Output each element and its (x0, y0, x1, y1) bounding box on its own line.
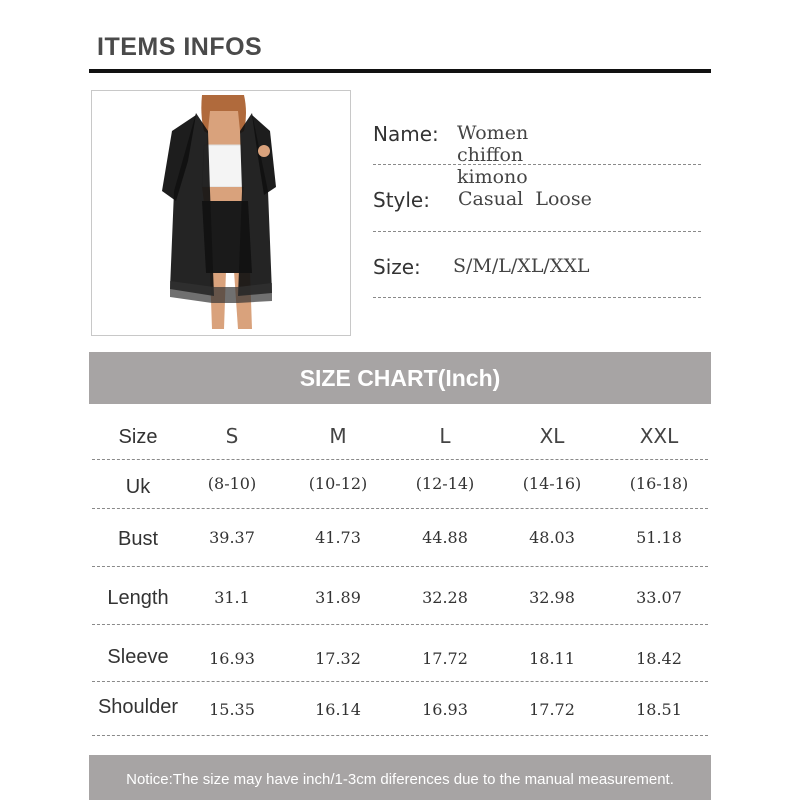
table-divider (92, 681, 708, 682)
table-divider (92, 735, 708, 736)
table-cell: 31.89 (315, 588, 361, 607)
table-cell: 16.93 (209, 649, 255, 668)
table-cell: 17.72 (529, 700, 575, 719)
table-cell: 48.03 (529, 528, 575, 547)
table-cell: 39.37 (209, 528, 255, 547)
name-row (373, 122, 703, 188)
info-divider (373, 297, 701, 298)
row-label-shoulder: Shoulder (97, 696, 179, 718)
table-cell: 33.07 (636, 588, 682, 607)
style-value: Casual Loose (458, 188, 592, 210)
table-divider (92, 459, 708, 460)
table-cell: 44.88 (422, 528, 468, 547)
row-label-uk: Uk (125, 476, 151, 498)
name-label: Name: (373, 122, 439, 146)
size-value: S/M/L/XL/XXL (453, 255, 590, 277)
table-cell: 16.93 (422, 700, 468, 719)
size-col-header: S (225, 424, 239, 448)
table-cell: 31.1 (214, 588, 250, 607)
size-row (373, 255, 703, 279)
info-divider (373, 231, 701, 232)
row-label-length: Length (107, 587, 169, 609)
name-value: Women chiffon kimono (457, 122, 529, 188)
size-label: Size: (373, 255, 421, 279)
table-cell: 17.32 (315, 649, 361, 668)
page-title: ITEMS INFOS (97, 33, 263, 61)
table-cell: (14-16) (522, 474, 582, 493)
table-cell: 32.28 (422, 588, 468, 607)
table-cell: 18.42 (636, 649, 682, 668)
size-col-header: L (439, 424, 451, 448)
size-col-header: XXL (639, 424, 679, 448)
table-cell: 18.11 (529, 649, 575, 668)
title-rule (89, 69, 711, 73)
table-divider (92, 566, 708, 567)
table-cell: (16-18) (629, 474, 689, 493)
product-photo (91, 90, 351, 336)
size-col-header: M (329, 424, 347, 448)
info-divider (373, 164, 701, 165)
size-chart-title: SIZE CHART(Inch) (89, 352, 711, 404)
table-cell: 18.51 (636, 700, 682, 719)
table-cell: 15.35 (209, 700, 255, 719)
table-cell: (8-10) (207, 474, 257, 493)
size-header-label: Size (118, 426, 158, 448)
row-label-sleeve: Sleeve (107, 646, 169, 668)
table-cell: 32.98 (529, 588, 575, 607)
table-cell: 16.14 (315, 700, 361, 719)
table-divider (92, 508, 708, 509)
model-illustration (92, 91, 350, 335)
table-cell: (10-12) (308, 474, 368, 493)
table-cell: 17.72 (422, 649, 468, 668)
row-label-bust: Bust (117, 528, 159, 550)
style-row (373, 188, 703, 212)
table-divider (92, 624, 708, 625)
style-label: Style: (373, 188, 430, 212)
table-cell: (12-14) (415, 474, 475, 493)
table-cell: 41.73 (315, 528, 361, 547)
notice-bar: Notice:The size may have inch/1-3cm diferences due to the manual measurement. (89, 755, 711, 800)
table-cell: 51.18 (636, 528, 682, 547)
size-col-header: XL (539, 424, 565, 448)
